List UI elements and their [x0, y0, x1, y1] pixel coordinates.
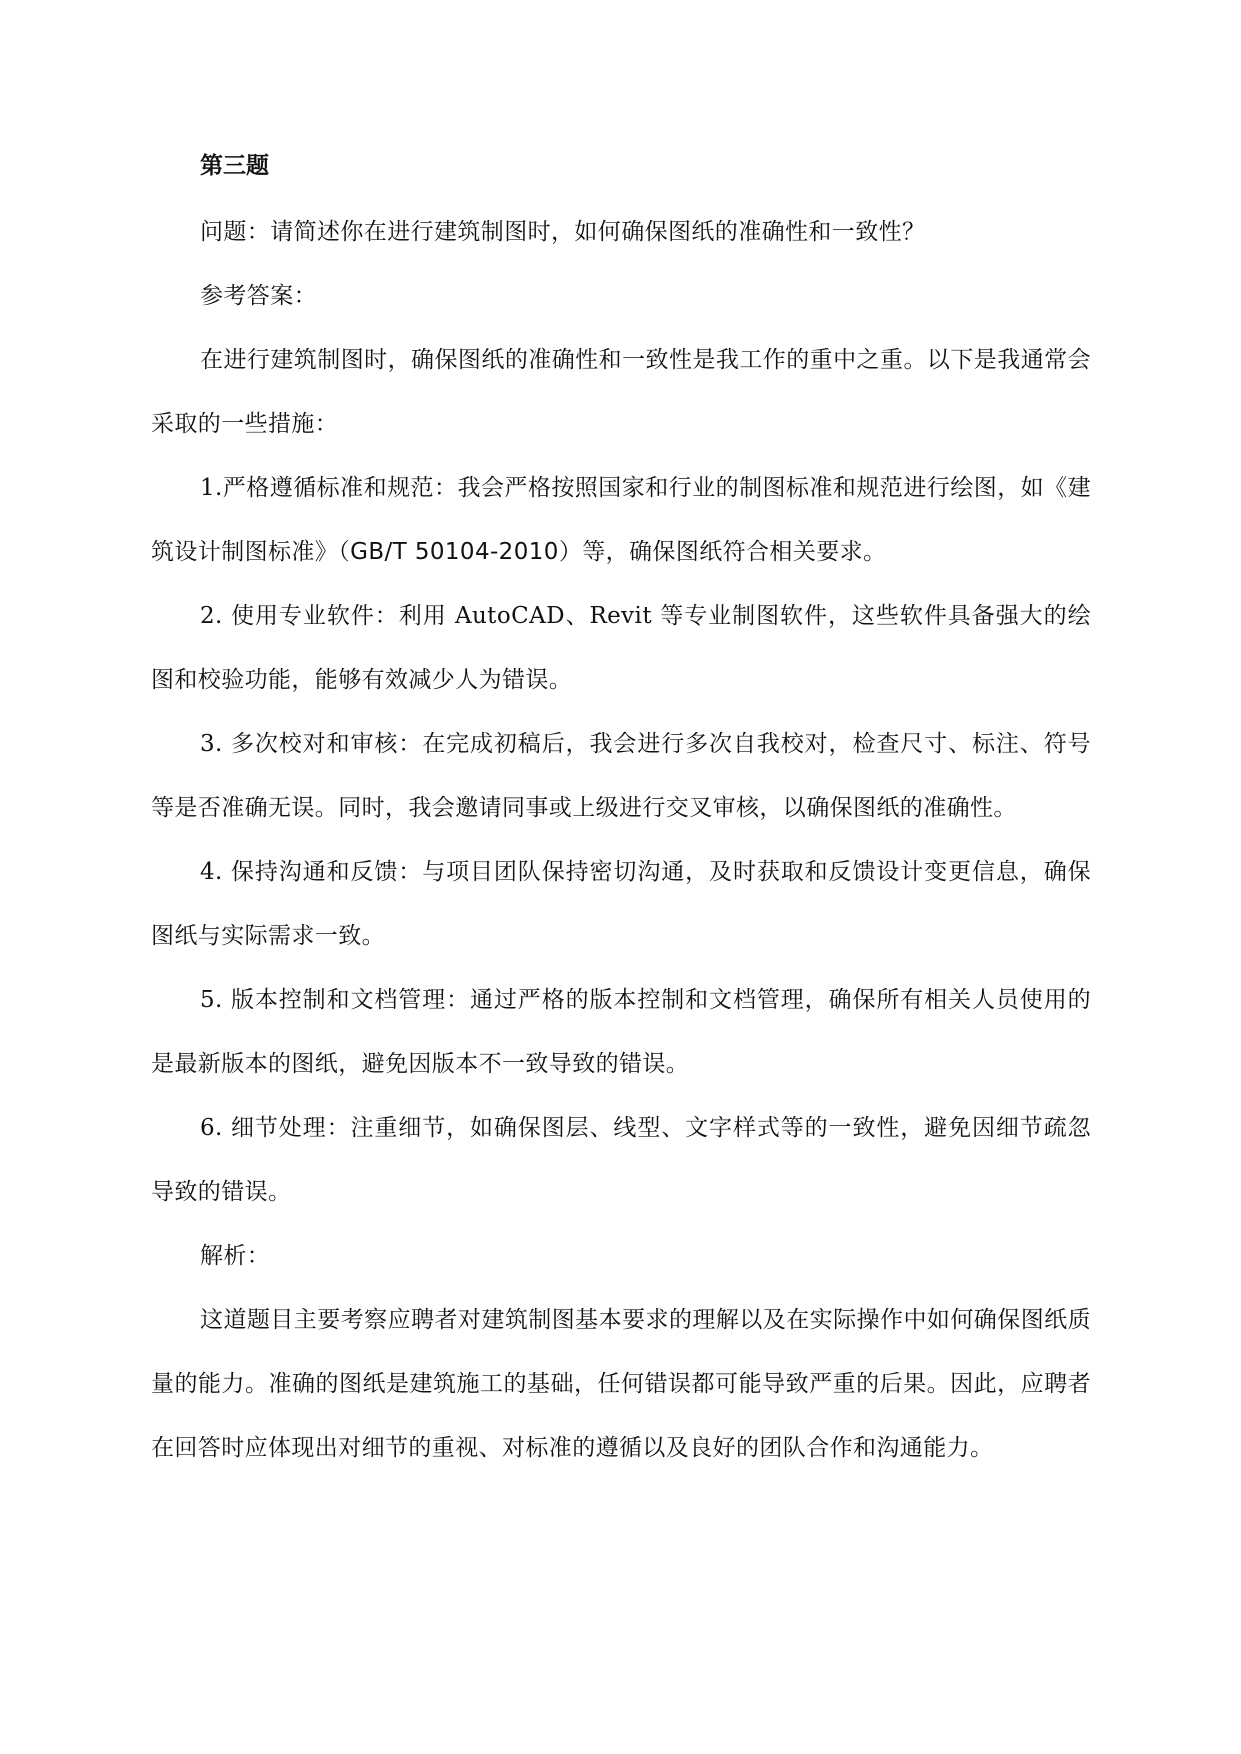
section-title: 第三题	[200, 153, 269, 179]
analysis-text: 这道题目主要考察应聘者对建筑制图基本要求的理解以及在实际操作中如何确保图纸质量的能力。准确的图纸是建筑施工的基础，任何错误都可能导致严重的后果。因此，应聘者在回答时应体现出对细节的重视、对标准的遵循以及良好的团队合作和沟通能力。	[151, 1307, 1091, 1461]
answer-item-1-text-b: ）等，确保图纸符合相关要求。	[558, 539, 887, 565]
answer-label: 参考答案：	[200, 283, 317, 309]
analysis-label: 解析：	[200, 1243, 271, 1269]
answer-item-1	[151, 456, 1091, 584]
standard-code: GB/T 50104-2010	[350, 539, 559, 565]
answer-item-4: 4. 保持沟通和反馈：与项目团队保持密切沟通，及时获取和反馈设计变更信息，确保图纸与实际需求一致。	[151, 859, 1091, 949]
document-body	[151, 140, 1091, 1480]
answer-item-1-text-a: 1.严格遵循标准和规范：我会严格按照国家和行业的制图标准和规范进行绘图，如《建筑设计制图标准》（	[151, 475, 1091, 565]
answer-intro: 在进行建筑制图时，确保图纸的准确性和一致性是我工作的重中之重。以下是我通常会采取的一些措施：	[151, 347, 1091, 437]
answer-item-2: 2. 使用专业软件：利用 AutoCAD、Revit 等专业制图软件，这些软件具备强大的绘图和校验功能，能够有效减少人为错误。	[151, 603, 1091, 693]
answer-item-6: 6. 细节处理：注重细节，如确保图层、线型、文字样式等的一致性，避免因细节疏忽导致的错误。	[151, 1115, 1091, 1205]
answer-item-3: 3. 多次校对和审核：在完成初稿后，我会进行多次自我校对，检查尺寸、标注、符号等是否准确无误。同时，我会邀请同事或上级进行交叉审核，以确保图纸的准确性。	[151, 731, 1091, 821]
question-text: 问题：请简述你在进行建筑制图时，如何确保图纸的准确性和一致性？	[200, 219, 926, 245]
answer-item-5: 5. 版本控制和文档管理：通过严格的版本控制和文档管理，确保所有相关人员使用的是最新版本的图纸，避免因版本不一致导致的错误。	[151, 987, 1091, 1077]
